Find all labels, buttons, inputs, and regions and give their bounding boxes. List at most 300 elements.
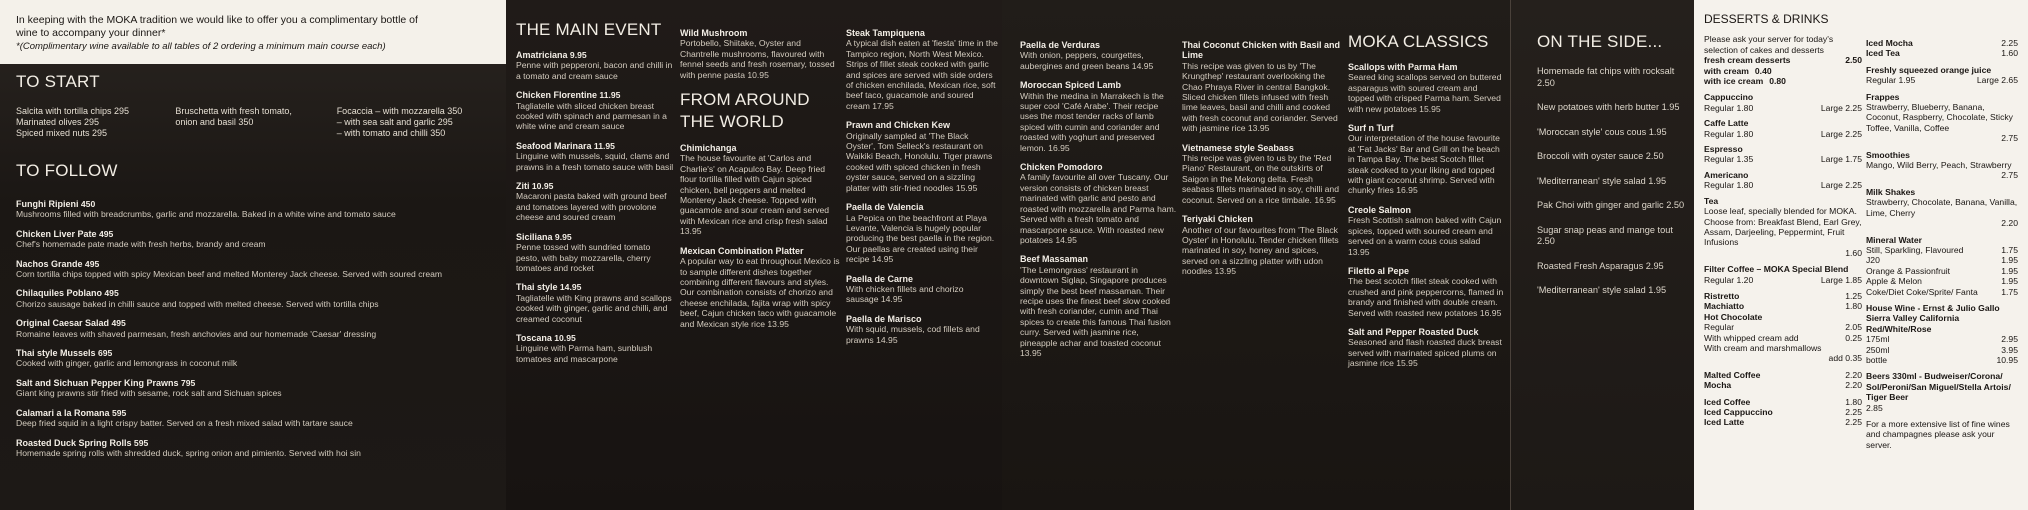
coffee-large-price: 2.25 [1845, 128, 1862, 139]
coffee-prices [1704, 154, 1862, 164]
menu-item-name: Chimichanga [680, 143, 737, 154]
menu-item [1020, 40, 1178, 71]
menu-item-name: Chicken Pomodoro [1020, 162, 1103, 173]
menu-item-name: Roasted Duck Spring Rolls [16, 437, 132, 448]
classics-heading: MOKA CLASSICS [1348, 32, 1489, 51]
menu-item-price: 11.95 [599, 90, 621, 101]
tea-desc: Loose leaf, specially blended for MOKA. Choose from: Breakfast Blend, Earl Grey, Assam, Darjeeling, Peppermint, Fruit Infusions [1704, 206, 1862, 248]
menu-item-name: Funghi Ripieni [16, 199, 79, 209]
menu-item-name: Salt and Pepper Roasted Duck [1348, 326, 1479, 337]
price-line [1704, 322, 1862, 332]
filter-large-label: Large [1820, 274, 1843, 285]
intro-line-1: In keeping with the MOKA tradition we would like to offer you a complimentary bottle of [16, 14, 418, 26]
price-line [1704, 417, 1862, 427]
with-ice-price: 0.80 [1769, 76, 1786, 87]
frappes-price: 2.75 [2001, 133, 2018, 144]
menu-item-desc: Seasoned and flash roasted duck breast served with marinated spiced plums on jasmine rice 15.95 [1348, 337, 1502, 369]
to-start-list [16, 106, 506, 139]
price-line [1704, 301, 1862, 311]
intro-note: *(Complimentary wine available to all tables of 2 ordering a minimum main course each) [16, 41, 386, 52]
menu-item-name: Paella de Marisco [846, 313, 922, 324]
price-line-value: 2.95 [2001, 334, 2018, 345]
menu-item-price: 10.95 [531, 181, 554, 192]
price-line [1704, 353, 1862, 363]
price-line [1866, 255, 2018, 265]
side-item: Pak Choi with ginger and garlic 2.50 [1537, 200, 1685, 210]
price-line-value: 1.95 [2001, 255, 2018, 266]
filter-regular-label: Regular [1704, 274, 1735, 285]
menu-item-name: Amatriciana [516, 50, 568, 60]
menu-item-name: Surf n Turf [1348, 123, 1394, 134]
menu-item-price: 595 [133, 437, 149, 448]
main-event-col-3 [846, 28, 998, 345]
menu-item-header [516, 232, 676, 242]
menu-item-header [1348, 123, 1504, 133]
price-line [1704, 407, 1862, 417]
price-line-label: Hot Chocolate [1704, 311, 1763, 322]
frappes-name: Frappes [1866, 91, 1900, 102]
menu-item-desc: Homemade spring rolls with shredded duck, spring onion and pimiento. Served with hoi sin [16, 447, 361, 458]
menu-item [1182, 40, 1342, 134]
orange-regular-label: Regular [1866, 75, 1897, 86]
menu-item [1020, 162, 1178, 245]
menu-item [516, 141, 676, 172]
menu-item-desc: Romaine leaves with shaved parmesan, fresh anchovies and our homemade 'Caesar' dressing [16, 328, 377, 339]
malted-list [1704, 370, 1862, 391]
menu-item-desc: With chicken fillets and chorizo sausage 14.95 [846, 283, 964, 305]
to-follow-list [16, 199, 486, 458]
price-line-label: Orange & Passionfruit [1866, 265, 1951, 276]
menu-item-desc: La Pepica on the beachfront at Playa Levante, Valencia is hugely popular producing the best paella in the region. Our paellas are created using their recipe 14.95 [846, 212, 995, 265]
menu-item [1348, 205, 1504, 257]
menu-item-header [16, 378, 486, 388]
to-start-col-3 [337, 106, 506, 139]
menu-item [516, 50, 676, 81]
menu-item-desc: With onion, peppers, courgettes, aubergines and green beans 14.95 [1020, 50, 1154, 71]
price-line [1704, 291, 1862, 301]
menu-item-header [516, 181, 676, 191]
menu-item-price: 495 [111, 318, 126, 329]
price-line-value: 1.95 [2001, 276, 2018, 287]
menu-item-header [16, 229, 486, 239]
menu-item-header [1348, 205, 1504, 215]
menu-item [16, 229, 486, 250]
classics-list [1348, 62, 1504, 369]
menu-item-desc: Linguine with Parma ham, sunblush tomatoes and mascarpone [516, 343, 653, 364]
coffee-regular-label: Regular [1704, 154, 1735, 165]
main-event-col-2b [680, 143, 840, 329]
coffee-large-label: Large [1820, 180, 1843, 191]
price-line [1704, 333, 1862, 343]
iced-mocha-tea-list [1866, 38, 2018, 59]
frappes-desc: Strawberry, Blueberry, Banana, Coconut, Raspberry, Chocolate, Sticky Toffee, Vanilla, Coffee [1866, 102, 2013, 133]
price-line-label: Regular [1704, 322, 1735, 333]
menu-item-header [846, 28, 998, 38]
menu-item [1020, 80, 1178, 153]
menu-item-name: Paella de Valencia [846, 202, 924, 213]
price-line-label: bottle [1866, 354, 1888, 365]
menu-item-name: Chicken Florentine [516, 90, 598, 101]
menu-item-price: 450 [80, 199, 96, 209]
main-event-col-1 [516, 50, 676, 364]
menu-item-price: 11.95 [593, 140, 615, 151]
coffee-item [1704, 144, 1862, 165]
menu-item-header [16, 348, 486, 358]
panel-desserts-drinks [1694, 0, 2028, 510]
menu-line: Spiced mixed nuts 295 [16, 128, 108, 138]
price-line-label: Iced Tea [1866, 48, 1900, 59]
price-line-label: Iced Mocha [1866, 38, 1913, 48]
menu-item-desc: Giant king prawns stir fried with sesame, rock salt and Sichuan spices [16, 388, 282, 399]
coffee-name: Cappuccino [1704, 92, 1754, 103]
coffee-prices [1704, 129, 1862, 139]
menu-item [516, 181, 676, 223]
menu-item-name: Ziti [516, 181, 530, 192]
menu-item-name: Wild Mushroom [680, 28, 748, 38]
price-line [1866, 287, 2018, 297]
filter-regular-price: 1.20 [1736, 274, 1754, 285]
menu-item-header [516, 50, 676, 60]
menu-item-header [16, 199, 486, 209]
coffee-regular-label: Regular [1704, 128, 1735, 139]
price-line-value: 1.80 [1845, 301, 1862, 312]
price-line [1866, 334, 2018, 344]
menu-item-desc: Macaroni pasta baked with ground beef and tomatoes layered with provolone cheese and soured cream [516, 191, 667, 223]
price-line-value: add 0.35 [1828, 353, 1862, 364]
price-line-label: Iced Coffee [1704, 396, 1751, 407]
menu-item-header [680, 28, 840, 38]
desserts-intro: Please ask your server for today's selection of cakes and desserts [1704, 34, 1834, 55]
price-line-label: Mocha [1704, 380, 1732, 391]
menu-item-desc: Within the medina in Marrakech is the super cool 'Café Arabe'. Their recipe uses the most tender racks of lamb spiced with cumin and coriander and roasted with yoghurt and preserved lemon. 16.95 [1020, 90, 1164, 153]
price-line [1866, 345, 2018, 355]
menu-line: Focaccia – with mozzarella 350 [336, 106, 463, 116]
menu-item [516, 232, 676, 274]
price-line [1866, 266, 2018, 276]
price-line [1704, 370, 1862, 380]
price-line-label: Apple & Melon [1866, 276, 1922, 287]
menu-item [1348, 266, 1504, 318]
menu-item [16, 199, 486, 220]
price-line [1704, 312, 1862, 322]
menu-item-name: Filetto al Pepe [1348, 265, 1410, 276]
menu-item-price: 795 [180, 377, 196, 388]
menu-item-name: Moroccan Spiced Lamb [1020, 80, 1122, 91]
menu-item-header [846, 274, 998, 284]
menu-item [846, 314, 998, 345]
menu-item-name: Seafood Marinara [516, 140, 592, 151]
coffee-name: Caffe Latte [1704, 118, 1749, 129]
to-start-col-1 [16, 106, 175, 139]
menu-item-desc: Fresh Scottish salmon baked with Cajun spices, topped with soured cream and served on a warm cous cous salad 13.95 [1348, 215, 1502, 257]
menu-item-desc: This recipe was given to us by 'The Krungthep' restaurant overlooking the Chao Phraya River in central Bangkok. Sliced chicken fillets infused with fresh lime leaves, basil and chilli and cooked with fresh coconut and coriander. Served with jasmine rice 13.95 [1182, 60, 1338, 134]
coffee-large-price: 2.25 [1845, 180, 1862, 191]
menu-item-desc: Chef's homemade pate made with fresh herbs, brandy and cream [16, 239, 266, 250]
coffee-regular-label: Regular [1704, 180, 1735, 191]
menu-item-desc: A family favourite all over Tuscany. Our version consists of chicken breast marinated with garlic and pesto and roasted with mozzarella and Parma ham. Served with a fresh tomato and mascarpone sauce. With roasted new potatoes 14.95 [1020, 172, 1177, 245]
menu-item-desc: 'The Lemongrass' restaurant in downtown Siglap, Singapore produces simply the best beef massaman. Their recipe uses the finest beef slow cooked with fresh coriander, cumin and Thai spices to create this famous Thai fusion curry. Served with jasmine rice, pineapple achar and toasted coconut 13.95 [1020, 264, 1171, 358]
side-item: Broccoli with oyster sauce 2.50 [1537, 151, 1664, 161]
menu-item [1182, 214, 1342, 276]
menu-item-header [516, 90, 676, 100]
price-line-label: Machiatto [1704, 301, 1745, 312]
price-line-value: 2.20 [1845, 369, 1862, 380]
with-ice-label: with ice cream [1704, 76, 1764, 87]
menu-line: – with sea salt and garlic 295 [336, 117, 453, 127]
menu-item-header [1182, 214, 1342, 224]
price-line-value: 1.95 [2001, 265, 2018, 276]
milkshakes-price: 2.20 [2001, 218, 2018, 229]
price-line-label: Malted Coffee [1704, 369, 1761, 380]
orange-regular-price: 1.95 [1898, 75, 1916, 86]
menu-item [1348, 123, 1504, 196]
smoothies-price: 2.75 [2001, 170, 2018, 181]
menu-item [680, 143, 840, 237]
price-line-label: With cream and marshmallows [1704, 342, 1822, 353]
side-heading: ON THE SIDE... [1537, 32, 1663, 51]
price-line-value: 1.25 [1845, 290, 1862, 301]
hot-chocolate-options [1704, 322, 1862, 364]
price-line-value: 2.25 [1845, 407, 1862, 417]
menu-item-header [1020, 162, 1178, 172]
menu-item-header [16, 318, 486, 328]
menu-item-desc: Penne with pepperoni, bacon and chilli in a tomato and cream sauce [516, 60, 673, 81]
with-cream-price: 0.40 [1754, 65, 1772, 76]
menu-item-name: Mexican Combination Platter [680, 245, 804, 256]
milkshakes-name: Milk Shakes [1866, 186, 1916, 197]
beers-price: 2.85 [1866, 402, 1883, 413]
menu-line: onion and basil 350 [175, 117, 254, 127]
price-line-label: Coke/Diet Coke/Sprite/ Fanta [1866, 286, 1978, 297]
frappes-block [1866, 92, 2018, 144]
orange-name: Freshly squeezed orange juice [1866, 64, 1992, 75]
price-line-value: 0.25 [1845, 332, 1862, 343]
filter-large-price: 1.85 [1845, 274, 1862, 285]
side-list [1537, 66, 1687, 297]
side-item: Roasted Fresh Asparagus 2.95 [1537, 260, 1664, 271]
menu-item [16, 259, 486, 280]
coffee-prices [1704, 180, 1862, 190]
menu-item [1020, 254, 1178, 358]
menu-item-name: Creole Salmon [1348, 204, 1412, 215]
smoothies-desc: Mango, Wild Berry, Peach, Strawberry [1866, 160, 2012, 171]
panel-main-event [506, 0, 1002, 510]
menu-item-header [1348, 62, 1504, 72]
main-event-heading: THE MAIN EVENT [516, 20, 662, 39]
coffee-large-label: Large [1820, 128, 1843, 139]
coffee-regular [1704, 103, 1753, 113]
fresh-cream-label: fresh cream desserts [1704, 55, 1791, 66]
menu-item-name: Thai Coconut Chicken with Basil and Lime [1182, 40, 1341, 61]
filter-block [1704, 264, 1862, 285]
coffee-name: Espresso [1704, 144, 1743, 155]
iced-list [1704, 397, 1862, 428]
menu-item-desc: Seared king scallops served on buttered asparagus with soured cream and topped with crisped Parma ham. Served with new potatoes 15.95 [1348, 72, 1502, 114]
menu-item-header [1348, 327, 1504, 337]
price-line-value: 10.95 [1996, 354, 2018, 365]
menu-item-desc: Deep fried squid in a light crispy batter. Served on a fresh mixed salad with tartare sauce [16, 418, 353, 429]
water-block [1866, 235, 2018, 297]
price-line-value [1828, 343, 1862, 353]
menu-item-price: 495 [98, 228, 114, 239]
menu-item-name: Thai style [516, 282, 558, 293]
menu-item [1348, 327, 1504, 369]
menu-line: Bruschetta with fresh tomato, [175, 106, 292, 116]
menu-item-price: 495 [104, 288, 119, 299]
menu-item [16, 348, 486, 369]
menu-item-desc: Chorizo sausage baked in chilli sauce and topped with melted cheese. Served with tortilla chips [16, 298, 379, 309]
coffee-regular [1704, 154, 1753, 164]
price-line [1704, 380, 1862, 390]
coffee-large [1821, 154, 1862, 164]
menu-item-name: Thai style Mussels [16, 348, 96, 359]
side-item: New potatoes with herb butter 1.95 [1537, 102, 1680, 112]
menu-item-name: Calamari a la Romana [16, 407, 110, 418]
coffee-regular [1704, 129, 1753, 139]
price-line-value: 1.60 [2001, 48, 2018, 59]
menu-item-header [846, 314, 998, 324]
menu-item-desc: The house favourite at 'Carlos and Charlie's' on Acapulco Bay. Deep fried flour tortilla filled with Cajun spiced chicken, bell peppers and melted Monterey Jack cheese. Topped with guacamole and sour cream and served with Mexican rice and crisp fresh salad 13.95 [680, 153, 830, 237]
price-line [1704, 397, 1862, 407]
price-line-label: 250ml [1866, 344, 1890, 355]
menu-item-name: Chilaquiles Poblano [16, 288, 103, 299]
menu-item-price: 14.95 [559, 282, 582, 293]
panel-starters [0, 0, 506, 510]
price-line-label: Iced Latte [1704, 417, 1745, 428]
price-line [1866, 276, 2018, 286]
menu-item-header [1182, 143, 1342, 153]
menu-item-header [516, 282, 676, 292]
menu-item-header [16, 288, 486, 298]
menu-item-price: 10.95 [554, 332, 576, 343]
menu-item [16, 288, 486, 309]
smoothies-name: Smoothies [1866, 149, 1910, 160]
menu-item-name: Nachos Grande [16, 258, 83, 269]
menu-item-header [516, 141, 676, 151]
menu-item-desc: A typical dish eaten at 'fiesta' time in the Tampico region, North West Mexico. Strips of fillet steak cooked with garlic and spices are served with side orders of chicken enchilada, Mexican rice, soft beef taco, guacamole and soured cream 17.95 [846, 38, 998, 111]
menu-line: Salcita with tortilla chips 295 [16, 106, 130, 116]
menu-item-header [1020, 40, 1178, 50]
price-line [1866, 245, 2018, 255]
menu-item-name: Salt and Sichuan Pepper King Prawns [16, 377, 179, 388]
menu-item [680, 28, 840, 80]
menu-line: Marinated olives 295 [16, 117, 100, 127]
menu-item [846, 202, 998, 264]
world-col-1 [1020, 40, 1178, 358]
menu-item-header [680, 143, 840, 153]
menu-item-header [16, 408, 486, 418]
menu-item [516, 90, 676, 132]
menu-item [16, 378, 486, 399]
price-line-value: 2.05 [1845, 322, 1862, 333]
menu-item-name: Teriyaki Chicken [1182, 214, 1253, 225]
menu-item [1182, 143, 1342, 205]
price-line-label: J20 [1866, 255, 1880, 266]
coffee-large [1821, 180, 1862, 190]
menu-item-header [846, 202, 998, 212]
coffee-name: Americano [1704, 169, 1749, 180]
desserts-heading: DESSERTS & DRINKS [1704, 12, 1829, 26]
price-line-label: Ristretto [1704, 290, 1740, 301]
price-line-value: 2.25 [2001, 38, 2018, 48]
coffee-large [1821, 129, 1862, 139]
coffee-regular-price: 1.35 [1736, 154, 1754, 165]
menu-item-desc: Mushrooms filled with breadcrumbs, garlic and mozzarella. Baked in a white wine and tomato sauce [16, 209, 396, 220]
menu-item-header [16, 438, 486, 448]
menu-item-name: Prawn and Chicken Kew [846, 120, 951, 131]
menu-item-name: Paella de Carne [846, 273, 914, 284]
price-line-value: 1.75 [2001, 244, 2018, 255]
menu-item-header [16, 259, 486, 269]
price-line [1866, 48, 2018, 58]
orange-large-label: Large [1976, 75, 1999, 86]
coffee-item [1704, 118, 1862, 139]
coffee-regular [1704, 180, 1753, 190]
menu-item-header [1020, 254, 1178, 264]
tea-name: Tea [1704, 195, 1719, 206]
menu-item-desc: A popular way to eat throughout Mexico is to sample different dishes together combining different flavours and styles. Our combination consists of chorizo and cheese enchilada, fajita wrap with spicy beef, Cajun chicken taco with guacamole and Mexican style rice 13.95 [680, 256, 840, 329]
world-col-2 [1182, 40, 1342, 277]
desserts-footer: For a more extensive list of fine wines and champagnes please ask your server. [1866, 419, 2010, 450]
with-cream-label: with cream [1704, 65, 1749, 76]
beers-name: Beers 330ml - Budweiser/Corona/ Sol/Peroni/San Miguel/Stella Artois/ Tiger Beer [1866, 371, 2011, 403]
price-line-label: Still, Sparkling, Flavoured [1866, 244, 1964, 255]
coffee-list [1704, 92, 1862, 190]
menu-item [16, 438, 486, 459]
menu-item [1348, 62, 1504, 114]
menu-item-desc: Portobello, Shiitake, Oyster and Chantrelle mushrooms, flavoured with fennel seeds and fresh rosemary, tossed with penne pasta 10.95 [680, 38, 835, 80]
menu-item-header [680, 246, 840, 256]
orange-large-price: 2.65 [2001, 75, 2018, 86]
coffee-regular-label: Regular [1704, 102, 1735, 113]
menu-item-price: 9.95 [554, 231, 572, 242]
coffee-large [1821, 103, 1862, 113]
menu-item-name: Original Caesar Salad [16, 318, 110, 329]
menu-item [846, 274, 998, 305]
filter-name: Filter Coffee – MOKA Special Blend [1704, 264, 1849, 275]
smoothies-block [1866, 150, 2018, 181]
menu-item [846, 28, 998, 111]
main-event-col-2a [680, 28, 840, 80]
menu-item-desc: Tagliatelle with King prawns and scallops cooked with ginger, garlic and chilli, and creamed coconut [516, 292, 672, 324]
menu-item-header [1348, 266, 1504, 276]
coffee-large-price: 2.25 [1845, 102, 1862, 113]
menu-item-desc: With squid, mussels, cod fillets and prawns 14.95 [846, 324, 980, 345]
menu-item-name: Steak Tampiquena [846, 28, 925, 38]
menu-item-price: 695 [97, 348, 113, 359]
menu-item-desc: Originally sampled at 'The Black Oyster', Tom Selleck's restaurant on Waikiki Beach, Honolulu. Tiger prawns cooked with spiced chicken in fresh oyster sauce, served on a sizzling platter with stir-fried noodles 15.95 [846, 130, 993, 193]
menu-item-desc: Corn tortilla chips topped with spicy Mexican beef and melted Monterey Jack cheese. Served with soured cream [16, 269, 443, 280]
menu-item [16, 408, 486, 429]
menu-item-name: Siciliana [516, 231, 553, 242]
menu-item-desc: Another of our favourites from 'The Black Oyster' in Honolulu. Tender chicken fillets marinated in soy, honey and spices, served on a sizzling platter with udon noodles 13.95 [1182, 224, 1339, 277]
price-line-value [1828, 312, 1862, 322]
price-line-value: 2.25 [1845, 417, 1862, 428]
side-item: 'Mediterranean' style salad 1.95 [1537, 285, 1667, 295]
menu-item-desc: The best scotch fillet steak cooked with crushed and pink peppercorns, flamed in brandy and finished with double cream. Served with roasted new potatoes 16.95 [1348, 276, 1504, 318]
price-line-value: 1.80 [1845, 396, 1862, 407]
menu-item-header [1020, 80, 1178, 90]
menu-item-desc: Cooked with ginger, garlic and lemongrass in coconut milk [16, 358, 238, 369]
coffee-large-price: 1.75 [1845, 154, 1862, 165]
coffee-large-label: Large [1820, 154, 1843, 165]
panel-sides [1510, 0, 1694, 510]
intro-line-2: wine to accompany your dinner* [16, 27, 166, 39]
menu-item-price: 495 [84, 258, 100, 269]
price-line-value: 3.95 [2001, 344, 2018, 355]
menu-item-name: Vietnamese style Seabass [1182, 142, 1294, 153]
panel-world-classics [1002, 0, 1510, 510]
